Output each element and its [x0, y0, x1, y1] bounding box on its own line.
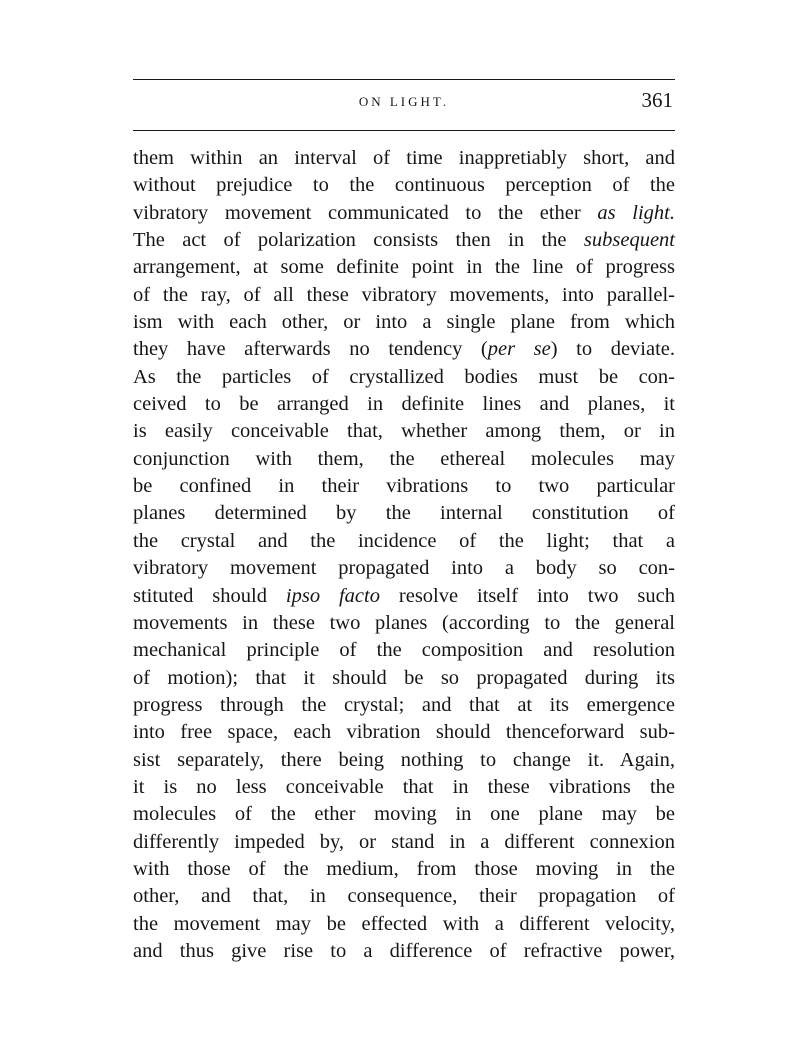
text-line: they have afterwards no tendency (per se) to deviate. — [133, 338, 676, 361]
text-line: mechanical principle of the composition and resolution — [133, 639, 675, 662]
text-line: without prejudice to the continuous perception of the — [133, 174, 675, 197]
text-line: arrangement, at some definite point in the line of progress — [133, 256, 675, 279]
text-line: vibratory movement propagated into a body so con- — [133, 557, 675, 580]
top-rule — [133, 79, 675, 80]
text-line: be confined in their vibrations to two particular — [133, 475, 675, 498]
text-line: sist separately, there being nothing to change it. Again, — [133, 748, 675, 771]
text-line: of motion); that it should be so propagated during its — [133, 666, 675, 689]
text-line: planes determined by the internal constitution of — [133, 502, 675, 525]
text-line: it is no less conceivable that in these vibrations the — [133, 775, 675, 798]
text-line: of the ray, of all these vibratory movements, into parallel- — [133, 283, 675, 306]
text-line: with those of the medium, from those moving in the — [133, 857, 675, 880]
text-line: The act of polarization consists then in the subsequent — [133, 229, 675, 252]
text-line: ceived to be arranged in definite lines and planes, it — [133, 393, 675, 416]
text-line: conjunction with them, the ethereal molecules may — [133, 447, 675, 470]
text-line: progress through the crystal; and that at its emergence — [133, 693, 675, 716]
text-line: molecules of the ether moving in one plane may be — [133, 803, 675, 826]
running-head-title: ON LIGHT. — [358, 94, 450, 109]
bottom-rule — [133, 130, 675, 131]
text-line: movements in these two planes (according to the general — [133, 611, 675, 634]
text-line: differently impeded by, or stand in a different connexion — [133, 830, 675, 853]
text-line: and thus give rise to a difference of refractive power, — [133, 939, 675, 962]
text-line: ism with each other, or into a single plane from which — [133, 311, 675, 334]
text-line: other, and that, in consequence, their propagation of — [133, 885, 675, 908]
page-number: 361 — [641, 88, 673, 112]
text-line: them within an interval of time inappretiably short, and — [133, 147, 675, 169]
text-line: stituted should ipso facto resolve itself into two such — [133, 584, 675, 607]
text-line: into free space, each vibration should thenceforward sub- — [133, 721, 675, 744]
running-head — [133, 88, 675, 116]
body-text — [133, 145, 675, 965]
text-line: As the particles of crystallized bodies must be con- — [133, 365, 675, 388]
text-line: vibratory movement communicated to the ether as light. — [133, 201, 675, 224]
text-line: is easily conceivable that, whether among them, or in — [133, 420, 675, 443]
text-line: the movement may be effected with a different velocity, — [133, 912, 675, 935]
text-line: the crystal and the incidence of the light; that a — [133, 529, 675, 552]
